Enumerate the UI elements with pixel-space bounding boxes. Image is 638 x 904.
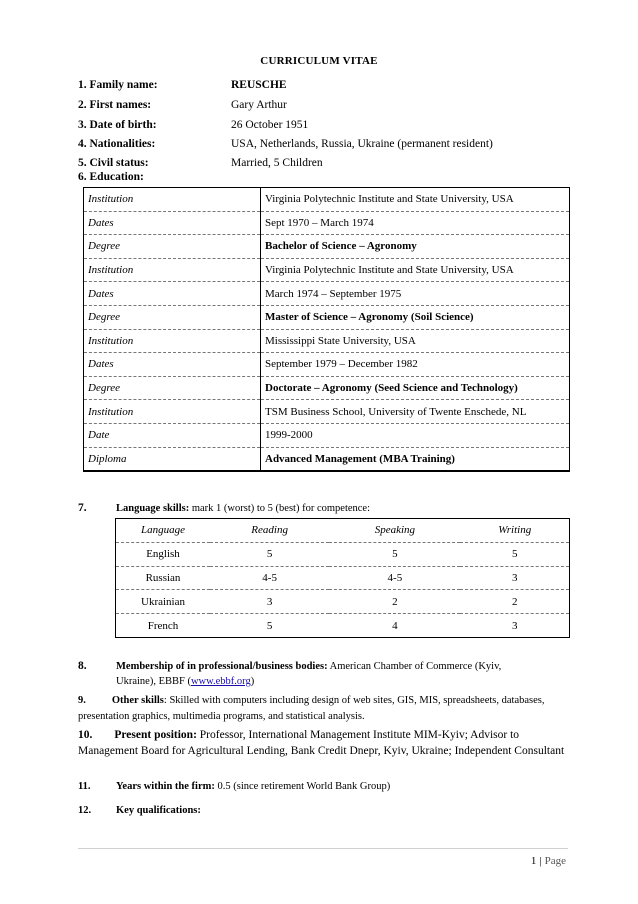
language-skills-title: Language skills:	[116, 503, 190, 514]
edu-key: Dates	[84, 353, 261, 377]
education-table	[83, 187, 570, 472]
page-footer	[531, 855, 566, 867]
section-number: 8.	[78, 660, 87, 672]
other-skills-section	[78, 693, 573, 724]
column-header: Reading	[251, 524, 288, 537]
edu-key: Dates	[84, 211, 261, 235]
nationalities-label: 4. Nationalities:	[78, 138, 156, 150]
civil-status-value: Married, 5 Children	[231, 157, 323, 169]
edu-value: Bachelor of Science – Agronomy	[261, 235, 570, 259]
other-skills-text: : Skilled with computers including design of web sites, GIS, MIS, spreadsheets, databases, presentation graphics, multimedia programs, and statistical analysis.	[78, 695, 545, 722]
membership-text-cont: Ukraine), EBBF (	[116, 676, 191, 687]
birth-date-label: 3. Date of birth:	[78, 119, 157, 131]
page-number: 1	[530, 855, 537, 867]
other-skills-title: Other skills	[111, 695, 164, 706]
membership-text: American Chamber of Commerce (Kyiv,	[329, 661, 502, 672]
table-row	[84, 353, 570, 377]
edu-value: Mississippi State University, USA	[261, 329, 570, 353]
section-number: 10.	[78, 729, 93, 741]
edu-key: Degree	[84, 376, 261, 400]
birth-date-value: 26 October 1951	[231, 119, 309, 131]
table-row	[116, 614, 570, 638]
table-row	[84, 400, 570, 424]
column-header: Writing	[498, 524, 532, 537]
reading-cell: 4-5	[210, 566, 329, 590]
section-number: 11.	[78, 781, 91, 792]
document-title: CURRICULUM VITAE	[260, 55, 378, 67]
first-names-value: Gary Arthur	[231, 99, 287, 111]
edu-key: Institution	[84, 258, 261, 282]
table-row	[84, 282, 570, 306]
table-row	[116, 542, 570, 566]
family-name-row	[78, 79, 578, 99]
table-row	[84, 211, 570, 235]
speaking-cell: 4-5	[329, 566, 460, 590]
table-row	[84, 235, 570, 259]
edu-key: Diploma	[84, 447, 261, 471]
language-skills-note: mark 1 (worst) to 5 (best) for competence:	[191, 503, 371, 514]
column-header: Language	[141, 524, 185, 537]
footer-divider	[78, 848, 568, 849]
edu-value: September 1979 – December 1982	[261, 353, 570, 377]
table-row	[84, 447, 570, 471]
edu-key: Institution	[84, 329, 261, 353]
nationalities-row	[78, 138, 578, 158]
table-header-row	[116, 519, 570, 543]
reading-cell: 3	[210, 590, 329, 614]
family-name-value: REUSCHE	[231, 79, 287, 91]
edu-key: Degree	[84, 305, 261, 329]
membership-text-end: )	[250, 676, 255, 687]
edu-key: Dates	[84, 282, 261, 306]
membership-title: Membership of in professional/business bodies:	[116, 661, 328, 672]
edu-value: Sept 1970 – March 1974	[261, 211, 570, 235]
edu-value: 1999-2000	[261, 423, 570, 447]
table-row	[116, 590, 570, 614]
reading-cell: 5	[210, 542, 329, 566]
column-header: Speaking	[374, 524, 416, 537]
years-text: 0.5 (since retirement World Bank Group)	[217, 781, 391, 792]
edu-key: Date	[84, 423, 261, 447]
language-cell: English	[116, 542, 211, 566]
language-cell: Ukrainian	[116, 590, 211, 614]
years-title: Years within the firm:	[116, 781, 215, 792]
ebbf-link[interactable]: www.ebbf.org	[190, 676, 251, 687]
edu-value: TSM Business School, University of Twente Enschede, NL	[261, 400, 570, 424]
writing-cell: 2	[460, 590, 569, 614]
qualifications-title: Key qualifications:	[116, 805, 201, 816]
edu-value: Doctorate – Agronomy (Seed Science and Technology)	[261, 376, 570, 400]
section-number: 12.	[78, 805, 92, 816]
language-cell: French	[116, 614, 211, 638]
edu-key: Institution	[84, 400, 261, 424]
table-row	[84, 188, 570, 212]
edu-value: Virginia Polytechnic Institute and State University, USA	[261, 258, 570, 282]
table-row	[84, 423, 570, 447]
writing-cell: 3	[460, 566, 569, 590]
present-position-text: Professor, International Management Institute MIM-Kyiv; Advisor to Management Board for Agricultural Lending, Bank Credit Dnepr, Kyiv, Ukraine; Independent Consultant	[78, 729, 565, 757]
speaking-cell: 5	[329, 542, 460, 566]
writing-cell: 5	[460, 542, 569, 566]
edu-key: Institution	[84, 188, 261, 212]
family-name-label: 1. Family name:	[78, 79, 158, 91]
first-names-row	[78, 99, 578, 119]
edu-value: March 1974 – September 1975	[261, 282, 570, 306]
footer-separator: |	[539, 855, 542, 867]
language-cell: Russian	[116, 566, 211, 590]
education-label: 6. Education:	[78, 171, 144, 183]
writing-cell: 3	[460, 614, 569, 638]
present-position-title: Present position:	[114, 729, 197, 741]
reading-cell: 5	[210, 614, 329, 638]
first-names-label: 2. First names:	[78, 99, 152, 111]
table-row	[84, 258, 570, 282]
speaking-cell: 4	[329, 614, 460, 638]
table-row	[84, 376, 570, 400]
section-number: 9.	[78, 695, 86, 706]
table-row	[84, 305, 570, 329]
present-position-section	[78, 728, 573, 759]
edu-value: Virginia Polytechnic Institute and State University, USA	[265, 193, 514, 206]
edu-value: Master of Science – Agronomy (Soil Science)	[261, 305, 570, 329]
language-table	[115, 518, 570, 638]
speaking-cell: 2	[329, 590, 460, 614]
section-number: 7.	[78, 502, 87, 514]
table-row	[116, 566, 570, 590]
edu-value: Advanced Management (MBA Training)	[261, 447, 570, 471]
table-row	[84, 329, 570, 353]
birth-date-row	[78, 119, 578, 139]
civil-status-label: 5. Civil status:	[78, 157, 149, 169]
edu-key: Degree	[84, 235, 261, 259]
page-label: Page	[544, 855, 566, 867]
nationalities-value: USA, Netherlands, Russia, Ukraine (permanent resident)	[231, 138, 493, 150]
